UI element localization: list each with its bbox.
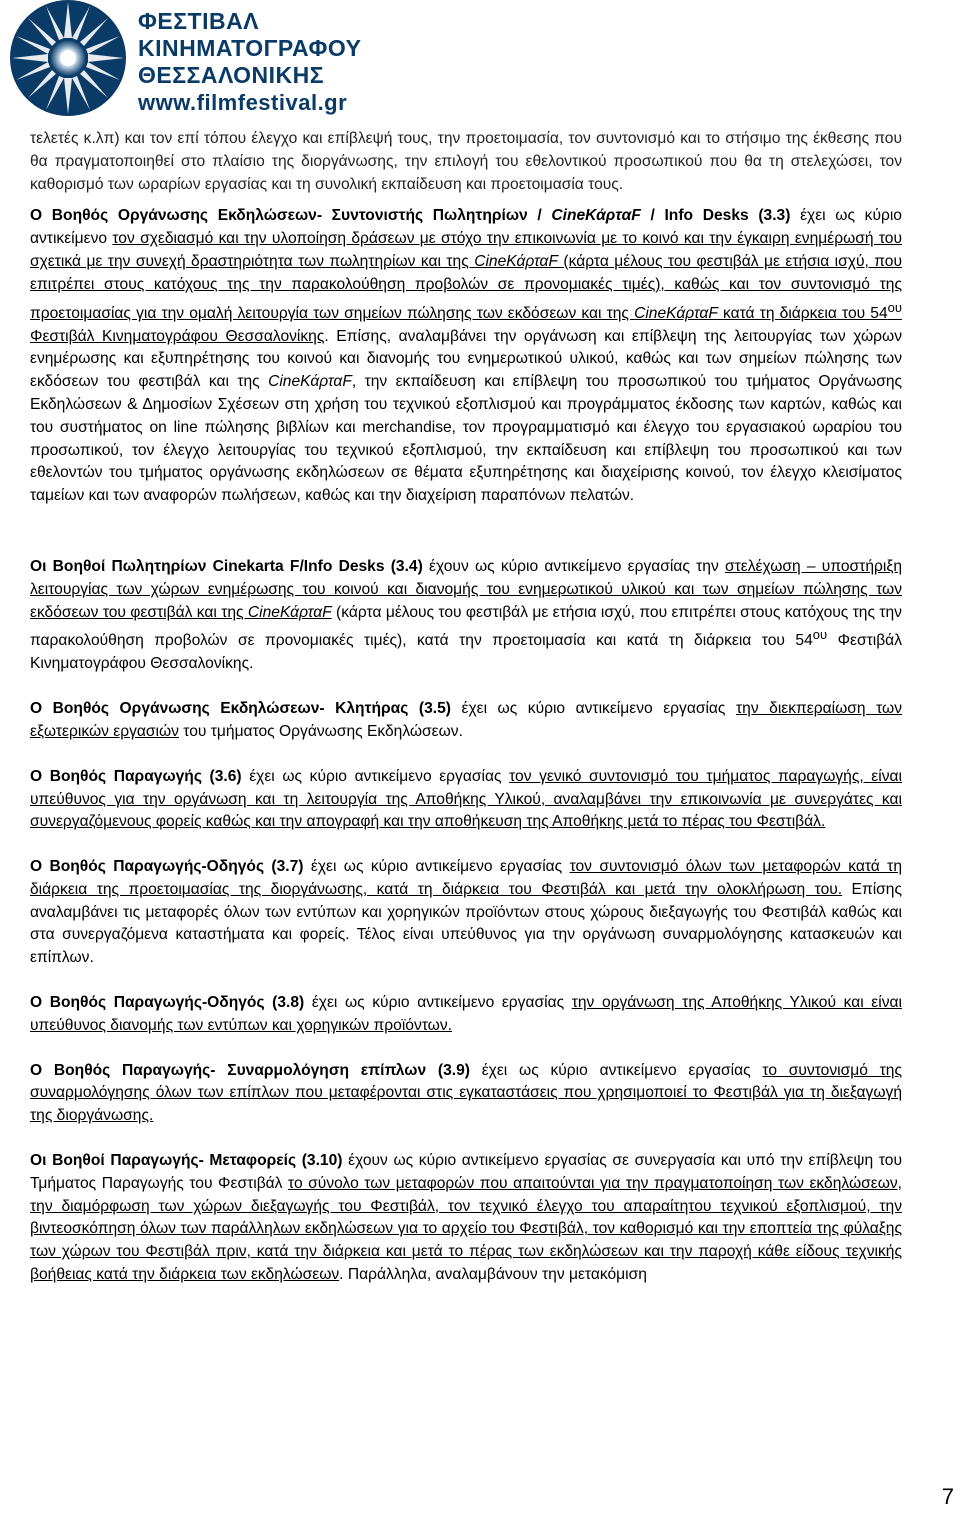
section-heading: Οι Βοηθοί Παραγωγής- Μεταφορείς (3.10)	[30, 1152, 343, 1170]
sun-burst-logo-icon	[4, 0, 132, 122]
paragraph-intro: τελετές κ.λπ) και τον επί τόπου έλεγχο και επίβλεψή τους, την προετοιμασία, τον συντονισμό και το στήσιμο της έκθεσης που θα πραγματοποιηθεί στο πλαίσιο της διοργάνωσης, την επιλογή του εθελοντικού προσωπικού που θα τη στελεχώσει, τον καθορισμό των ωραρίων εργασίας και τη συνολική εκπαίδευση και προετοιμασία τους.	[30, 130, 902, 193]
org-name-line1: ΦΕΣΤΙΒΑΛ	[138, 8, 260, 34]
section-3-5: Ο Βοηθός Οργάνωσης Εκδηλώσεων- Κλητήρας (3.5) έχει ως κύριο αντικείμενο εργασίας την διεκπεραίωση των εξωτερικών εργασιών του τμήματος Οργάνωσης Εκδηλώσεων.	[30, 700, 902, 740]
section-heading: Ο Βοηθός Παραγωγής-Οδηγός (3.7)	[30, 858, 304, 876]
section-3-4: Οι Βοηθοί Πωλητηρίων Cinekarta F/Info Desks (3.4) έχουν ως κύριο αντικείμενο εργασίας την στελέχωση – υποστήριξη λειτουργίας των χώρων ενημέρωσης του κοινού και διανομής του ενημερωτικού υλικού και των σημείων πώλησης των εκδόσεων του φεστιβάλ και της CineΚάρταF (κάρτα μέλους του φεστιβάλ με ετήσια ισχύ, που επιτρέπει στους κατόχους της την παρακολούθηση προβολών σε προνομιακές τιμές), κατά την προετοιμασία και κατά τη διάρκεια του $54^{o\upsilon}$ Φεστιβάλ Κινηματογράφου Θεσσαλονίκης.	[30, 557, 902, 673]
org-name-line2: ΚΙΝΗΜΑΤΟΓΡΑΦΟΥ	[138, 35, 362, 61]
section-3-8: Ο Βοηθός Παραγωγής-Οδηγός (3.8) έχει ως κύριο αντικείμενο εργασίας την οργάνωση της Αποθήκης Υλικού και είναι υπεύθυνος διανομής των εντύπων και χορηγικών προϊόντων.	[30, 994, 902, 1034]
section-3-6: Ο Βοηθός Παραγωγής (3.6) έχει ως κύριο αντικείμενο εργασίας τον γενικό συντονισμό του τμήματος παραγωγής, είναι υπεύθυνος για την οργάνωση και τη λειτουργία της Αποθήκης Υλικού, αναλαμβάνει την επικοινωνία με συνεργάτες και συνεργαζόμενους φορείς καθώς και την απογραφή και την αποθήκευση της Αποθήκης μετά το πέρας του Φεστιβάλ.	[30, 767, 902, 831]
section-heading: Ο Βοηθός Οργάνωσης Εκδηλώσεων- Συντονιστής Πωλητηρίων / CineΚάρταF / Info Desks (3.3)	[30, 207, 791, 225]
section-heading: Ο Βοηθός Παραγωγής- Συναρμολόγηση επίπλων (3.9)	[30, 1061, 470, 1079]
website-link[interactable]: www.filmfestival.gr	[138, 90, 348, 115]
section-3-9: Ο Βοηθός Παραγωγής- Συναρμολόγηση επίπλων (3.9) έχει ως κύριο αντικείμενο εργασίας το συντονισμό της συναρμολόγησης όλων των επίπλων που μεταφέρονται στις εγκαταστάσεις που χρησιμοποιεί το Φεστιβάλ για τη διεξαγωγή της διοργάνωσης.	[30, 1061, 902, 1125]
section-heading: Οι Βοηθοί Πωλητηρίων Cinekarta F/Info Desks (3.4)	[30, 557, 423, 575]
section-3-10: Οι Βοηθοί Παραγωγής- Μεταφορείς (3.10) έχουν ως κύριο αντικείμενο εργασίας σε συνεργασία και υπό την επίβλεψη του Τμήματος Παραγωγής του Φεστιβάλ το σύνολο των μεταφορών που απαιτούνται για την πραγματοποίηση των εκδηλώσεων, την διαμόρφωση των χώρων διεξαγωγής του Φεστιβάλ, τον τεχνικό έλεγχο του απαραίτητου τεχνικού εξοπλισμού, την βιντεοσκόπηση όλων των παράλληλων εκδηλώσεων για το αρχείο του Φεστιβάλ, τον καθορισμό και την εποπτεία της φύλαξης των χώρων του Φεστιβάλ πριν, κατά την διάρκεια και μετά το πέρας των εκδηλώσεων και την παροχή κάθε είδους τεχνικής βοήθειας κατά την διάρκεια των εκδηλώσεων. Παράλληλα, αναλαμβάνουν την μετακόμιση	[30, 1152, 902, 1284]
organization-name	[138, 8, 362, 116]
document-body	[30, 128, 902, 1287]
page-number: 7	[941, 1484, 954, 1509]
org-name-line3: ΘΕΣΣΑΛΟΝΙΚΗΣ	[138, 62, 325, 88]
section-heading: Ο Βοηθός Παραγωγής (3.6)	[30, 767, 242, 785]
section-heading: Ο Βοηθός Οργάνωσης Εκδηλώσεων- Κλητήρας (3.5)	[30, 700, 451, 718]
section-3-3: Ο Βοηθός Οργάνωσης Εκδηλώσεων- Συντονιστής Πωλητηρίων / CineΚάρταF / Info Desks (3.3) έχει ως κύριο αντικείμενο τον σχεδιασμό και την υλοποίηση δράσεων με στόχο την επικοινωνία με το κοινό και την έγκαιρη ενημέρωσή του σχετικά με την συνεχή δραστηριότητα των πωλητηρίων και της CineΚάρταF (κάρτα μέλους του φεστιβάλ με ετήσια ισχύ, που επιτρέπει στους κατόχους της την παρακολούθηση προβολών σε προνομιακές τιμές), καθώς και τον συντονισμό της προετοιμασίας για την ομαλή λειτουργία των σημείων πώλησης των εκδόσεων και της CineΚάρταF κατά τη διάρκεια του $54^{o\upsilon}$ Φεστιβάλ Κινηματογράφου Θεσσαλονίκης. Επίσης, αναλαμβάνει την οργάνωση και επίβλεψη της λειτουργίας των χώρων ενημέρωσης και εξυπηρέτησης του κοινού και διανομής του ενημερωτικού υλικού, καθώς και των σημείων πώλησης των εκδόσεων του φεστιβάλ και της CineΚάρταF, την εκπαίδευση και επίβλεψη του προσωπικού του τμήματος Οργάνωσης Εκδηλώσεων & Δημοσίων Σχέσεων στη χρήση του τεχνικού εξοπλισμού και προγράμματος έκδοσης των καρτών, καθώς και του συστήματος on line πώλησης βιβλίων και merchandise, τον προγραμματισμό και έλεγχο του εργασιακού ωραρίου του προσωπικού, τον έλεγχο λειτουργίας του τεχνικού εξοπλισμού, την εκπαίδευση και επίβλεψη του προσωπικού και των εθελοντών του τμήματος οργάνωσης εκδηλώσεων σε θέματα εξυπηρέτησης και διαχείρισης κοινού, τον έλεγχο κλεισίματος ταμείων και των αναφορών πωλήσεων, καθώς και την διαχείριση παραπόνων πελατών.	[30, 207, 903, 505]
section-heading: Ο Βοηθός Παραγωγής-Οδηγός (3.8)	[30, 994, 305, 1012]
section-3-7: Ο Βοηθός Παραγωγής-Οδηγός (3.7) έχει ως κύριο αντικείμενο εργασίας τον συντονισμό όλων των μεταφορών κατά τη διάρκεια της προετοιμασίας της διοργάνωσης, κατά τη διάρκεια του Φεστιβάλ και μετά την ολοκλήρωση του. Επίσης αναλαμβάνει τις μεταφορές όλων των εντύπων και χορηγικών προϊόντων στους χώρους διεξαγωγής του Φεστιβάλ καθώς και στα συνεργαζόμενα καταστήματα και φορείς. Τέλος είναι υπεύθυνος για την οργάνωση συναρμολόγησης κατασκευών και επίπλων.	[30, 858, 902, 967]
page-header	[0, 0, 420, 122]
